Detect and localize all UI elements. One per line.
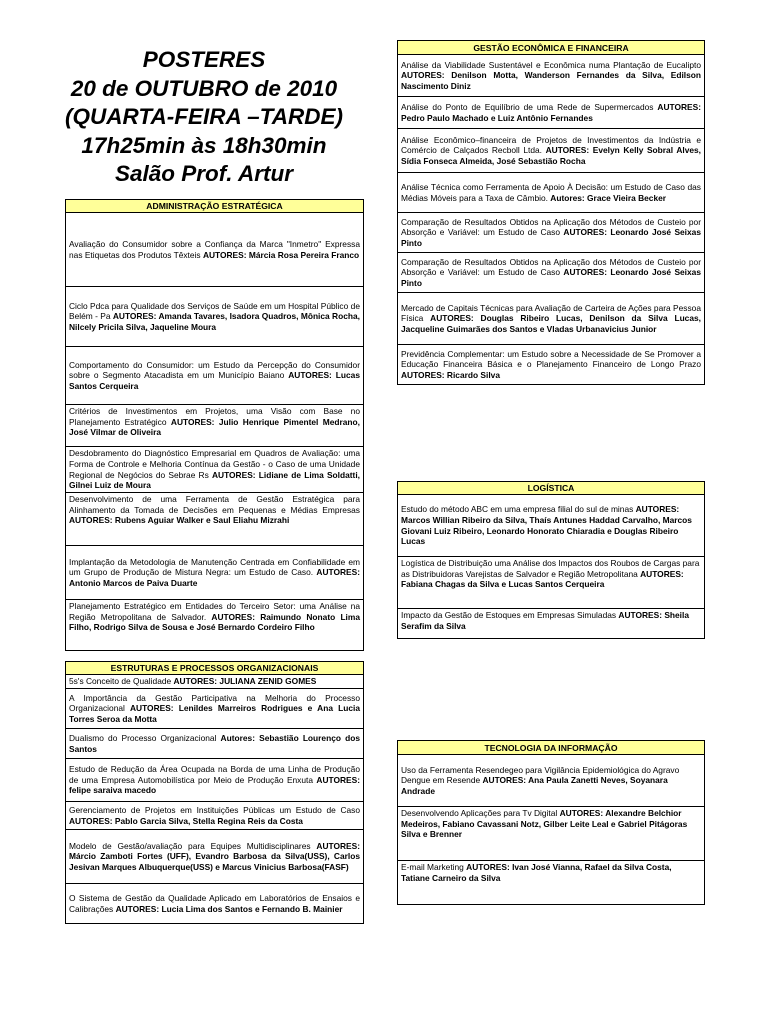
poster-authors: AUTORES: Antonio Marcos de Paiva Duarte	[69, 567, 360, 588]
poster-authors: AUTORES: Evelyn Kelly Sobral Alves, Sídia Fonseca Almeida, José Sebastião Rocha	[401, 145, 701, 166]
poster-title: Estudo do método ABC em uma empresa filial do sul de minas	[401, 504, 636, 515]
poster-authors: AUTORES: Fabiana Chagas da Silva e Lucas Santos Cerqueira	[401, 568, 684, 590]
section-header: ADMINISTRAÇÃO ESTRATÉGICA	[66, 200, 364, 213]
poster-title: E-mail Marketing	[401, 862, 467, 872]
poster-entry	[66, 759, 364, 802]
section-tecnologia-informacao	[397, 740, 705, 905]
poster-authors: AUTORES: Denilson Motta, Wanderson Fernandes da Silva, Edilson Nascimento Diniz	[401, 70, 701, 91]
section-gestao-economica	[397, 40, 705, 385]
section-header: GESTÃO ECONÔMICA E FINANCEIRA	[398, 41, 705, 55]
poster-entry	[398, 345, 705, 385]
poster-authors: AUTORES: Sheila Serafim da Silva	[401, 610, 689, 631]
poster-title: Mercado de Capitais Técnicas para Avaliação de Carteira de Ações para Pessoa Física	[401, 302, 701, 324]
poster-title: Análise do Ponto de Equilíbrio de uma Rede de Supermercados	[401, 101, 658, 112]
poster-entry	[66, 729, 364, 759]
poster-authors: AUTORES: Lucia Lima dos Santos e Fernando B. Mainier	[115, 903, 343, 914]
poster-title: 5s's Conceito de Qualidade	[69, 676, 174, 687]
poster-entry	[398, 253, 705, 293]
poster-entry	[66, 802, 364, 830]
poster-entry	[66, 546, 364, 600]
poster-entry	[398, 97, 705, 129]
poster-authors: AUTORES: Alexandre Belchior Medeiros, Fabiano Cavassani Notz, Gilber Leite Leal e Gabriel Pitágoras Silva e Brenner	[401, 808, 688, 840]
title-line-5: Salão Prof. Artur	[115, 161, 293, 186]
poster-entry	[398, 129, 705, 173]
poster-entry	[398, 609, 705, 639]
poster-entry	[66, 689, 364, 729]
poster-entry	[398, 55, 705, 97]
poster-title: Desenvolvendo Aplicações para Tv Digital	[401, 808, 560, 818]
poster-authors: AUTORES: Ivan José Vianna, Rafael da Silva Costa, Tatiane Carneiro da Silva	[401, 862, 672, 883]
poster-title: Análise da Viabilidade Sustentável e Econômica numa Plantação de Eucalipto	[401, 59, 701, 70]
poster-entry	[66, 884, 364, 924]
poster-authors: AUTORES: Ana Paula Zanetti Neves, Soyanara Andrade	[401, 775, 668, 796]
poster-title: Dualismo do Processo Organizacional	[69, 732, 221, 743]
poster-title: Comparação de Resultados Obtidos na Aplicação dos Métodos de Custeio por Absorção e Variável: um Estudo de Caso	[401, 256, 701, 278]
title-line-4: 17h25min às 18h30min	[81, 132, 327, 158]
poster-authors: AUTORES: Leonardo José Seixas Pinto	[401, 267, 701, 288]
poster-title: Modelo de Gestão/avaliação para Equipes Multidisciplinares	[69, 840, 317, 851]
title-line-1: POSTERES	[142, 47, 266, 72]
section-estruturas-processos	[65, 661, 364, 924]
poster-title: Ciclo Pdca para Qualidade dos Serviços de Saúde em um Hospital Público de Belém - Pa	[69, 300, 360, 322]
poster-title: Logística de Distribuição uma Análise dos Impactos dos Roubos de Cargas para as Distribuidoras Varejistas de Salvador e Região Metropolitana	[401, 558, 700, 579]
poster-authors: AUTORES: Lidiane de Lima Soldatti, Gilnei Luiz de Moura	[69, 469, 360, 491]
poster-entry	[398, 495, 705, 557]
poster-entry	[66, 405, 364, 447]
poster-title: Avaliação do Consumidor sobre a Confiança da Marca "Inmetro" Expressa nas Etiquetas dos Produtos Têxteis	[69, 238, 360, 260]
poster-title: O Sistema de Gestão da Qualidade Aplicado em Laboratórios de Ensaios e Calibrações	[69, 892, 360, 914]
section-logistica	[397, 481, 705, 639]
poster-authors: AUTORES: Julio Henrique Pimentel Medrano, José Vilmar de Oliveira	[69, 416, 360, 438]
poster-authors: Autores: Grace Vieira Becker	[550, 192, 667, 203]
poster-entry	[66, 675, 364, 689]
poster-title: Análise Técnica como Ferramenta de Apoio À Decisão: um Estudo de Caso das Médias Móveis para a Taxa de Câmbio.	[401, 181, 701, 203]
poster-authors: AUTORES: Márcia Rosa Pereira Franco	[202, 249, 360, 260]
poster-authors: AUTORES: Pablo Garcia Silva, Stella Regina Reis da Costa	[69, 815, 303, 826]
poster-title: Previdência Complementar: um Estudo sobre a Necessidade de Se Promover a Educação Financeira Básica e o Planejamento Financeiro de Longo Prazo	[401, 348, 701, 370]
poster-authors: AUTORES: JULIANA ZENID GOMES	[173, 676, 317, 687]
poster-authors: AUTORES: Amanda Tavares, Isadora Quadros, Mônica Rocha, Nilcely Pricila Silva, Jaqueline Moura	[69, 311, 360, 332]
poster-authors: AUTORES: Douglas Ribeiro Lucas, Denilson da Silva Lucas, Jacqueline Guimarães dos Santos e Vladas Urbanavicius Junior	[401, 313, 701, 334]
poster-entry	[66, 287, 364, 347]
poster-entry	[398, 807, 705, 861]
poster-title: Comparação de Resultados Obtidos na Aplicação dos Métodos de Custeio por Absorção e Variável: um Estudo de Caso	[401, 216, 701, 238]
poster-authors: AUTORES: Márcio Zamboti Fortes (UFF), Evandro Barbosa da Silva(USS), Carlos Jesivan Marques Albuquerque(USS) e Marcus Vinicius Barbosa(FASF)	[69, 840, 360, 872]
poster-entry	[398, 213, 705, 253]
poster-title: Impacto da Gestão de Estoques em Empresas Simuladas	[401, 610, 619, 620]
poster-title: A Importância da Gestão Participativa na Melhoria do Processo Organizacional	[69, 692, 360, 714]
poster-entry	[66, 213, 364, 287]
page-title	[38, 46, 370, 189]
poster-title: Gerenciamento de Projetos em Instituições Públicas um Estudo de Caso	[69, 804, 360, 815]
poster-authors: AUTORES: Raimundo Nonato Lima Filho, Rodrigo Silva de Sousa e José Bernardo Cordeiro Filho	[69, 611, 360, 633]
poster-entry	[398, 755, 705, 807]
section-administracao-estrategica	[65, 199, 364, 651]
poster-authors: AUTORES: Marcos Willian Ribeiro da Silva, Thaís Antunes Haddad Carvalho, Marcos Giovani Luiz Ribeiro, Leonardo Honorato Chiaradia e Douglas Ribeiro Lucas	[401, 504, 692, 547]
title-line-2: 20 de OUTUBRO de 2010	[70, 75, 338, 101]
poster-authors: AUTORES: Leonardo José Seixas Pinto	[401, 227, 701, 248]
poster-entry	[66, 447, 364, 493]
section-header: TECNOLOGIA DA INFORMAÇÃO	[398, 741, 705, 755]
section-header: LOGÍSTICA	[398, 482, 705, 495]
poster-authors: Autores: Sebastião Lourenço dos Santos	[69, 732, 360, 754]
poster-authors: AUTORES: Pedro Paulo Machado e Luiz Antônio Fernandes	[401, 101, 701, 123]
poster-authors: AUTORES: Lucas Santos Cerqueira	[69, 370, 360, 391]
poster-entry	[66, 493, 364, 546]
section-header: ESTRUTURAS E PROCESSOS ORGANIZACIONAIS	[66, 662, 364, 675]
poster-title: Uso da Ferramenta Resendegeo para Vigilância Epidemiológica do Agravo Dengue em Resende	[401, 764, 680, 786]
poster-entry	[66, 830, 364, 884]
poster-authors: AUTORES: Ricardo Silva	[401, 369, 500, 380]
poster-entry	[398, 861, 705, 905]
poster-title: Análise Econômico–financeira de Projetos de Investimentos da Indústria e Comércio de Calçados Recboll Ltda.	[401, 134, 701, 156]
poster-authors: AUTORES: Rubens Aguiar Walker e Saul Eliahu Mizrahi	[69, 515, 290, 526]
poster-title: Critérios de Investimentos em Projetos, uma Visão com Base no Planejamento Estratégico	[69, 406, 360, 427]
poster-title: Desenvolvimento de uma Ferramenta de Gestão Estratégica para Alinhamento da Tomada de Decisões em Pequenas e Médias Empresas	[69, 494, 360, 515]
poster-entry	[66, 600, 364, 651]
poster-title: Desdobramento do Diagnóstico Empresarial em Quadros de Avaliação: uma Forma de Controle e Melhoria Contínua da Gestão - o Caso de uma Unidade Regional de Negócios do Sebrae Rs	[69, 448, 360, 480]
poster-title: Estudo de Redução da Área Ocupada na Borda de uma Linha de Produção de uma Empresa Automobilística por Meio de Produção Enxuta	[69, 764, 360, 785]
poster-title: Implantação da Metodologia de Manutenção Centrada em Confiabilidade em um Grupo de Produção de Mistura Negra: um Estudo de Caso.	[69, 556, 360, 578]
poster-entry	[398, 173, 705, 213]
poster-authors: AUTORES: Lenildes Marreiros Rodrigues e Ana Lucia Torres Seroa da Motta	[69, 703, 360, 724]
title-line-3: (QUARTA-FEIRA –TARDE)	[65, 104, 343, 129]
poster-entry	[398, 293, 705, 345]
poster-title: Comportamento do Consumidor: um Estudo da Percepção do Consumidor sobre o Segmento Atacadista em um Município Baiano	[69, 359, 360, 381]
poster-entry	[66, 347, 364, 405]
poster-entry	[398, 557, 705, 609]
poster-authors: AUTORES: felipe saraiva macedo	[69, 774, 360, 796]
poster-title: Planejamento Estratégico em Entidades do Terceiro Setor: uma Análise na Região Metropolitana de Salvador.	[69, 601, 360, 622]
